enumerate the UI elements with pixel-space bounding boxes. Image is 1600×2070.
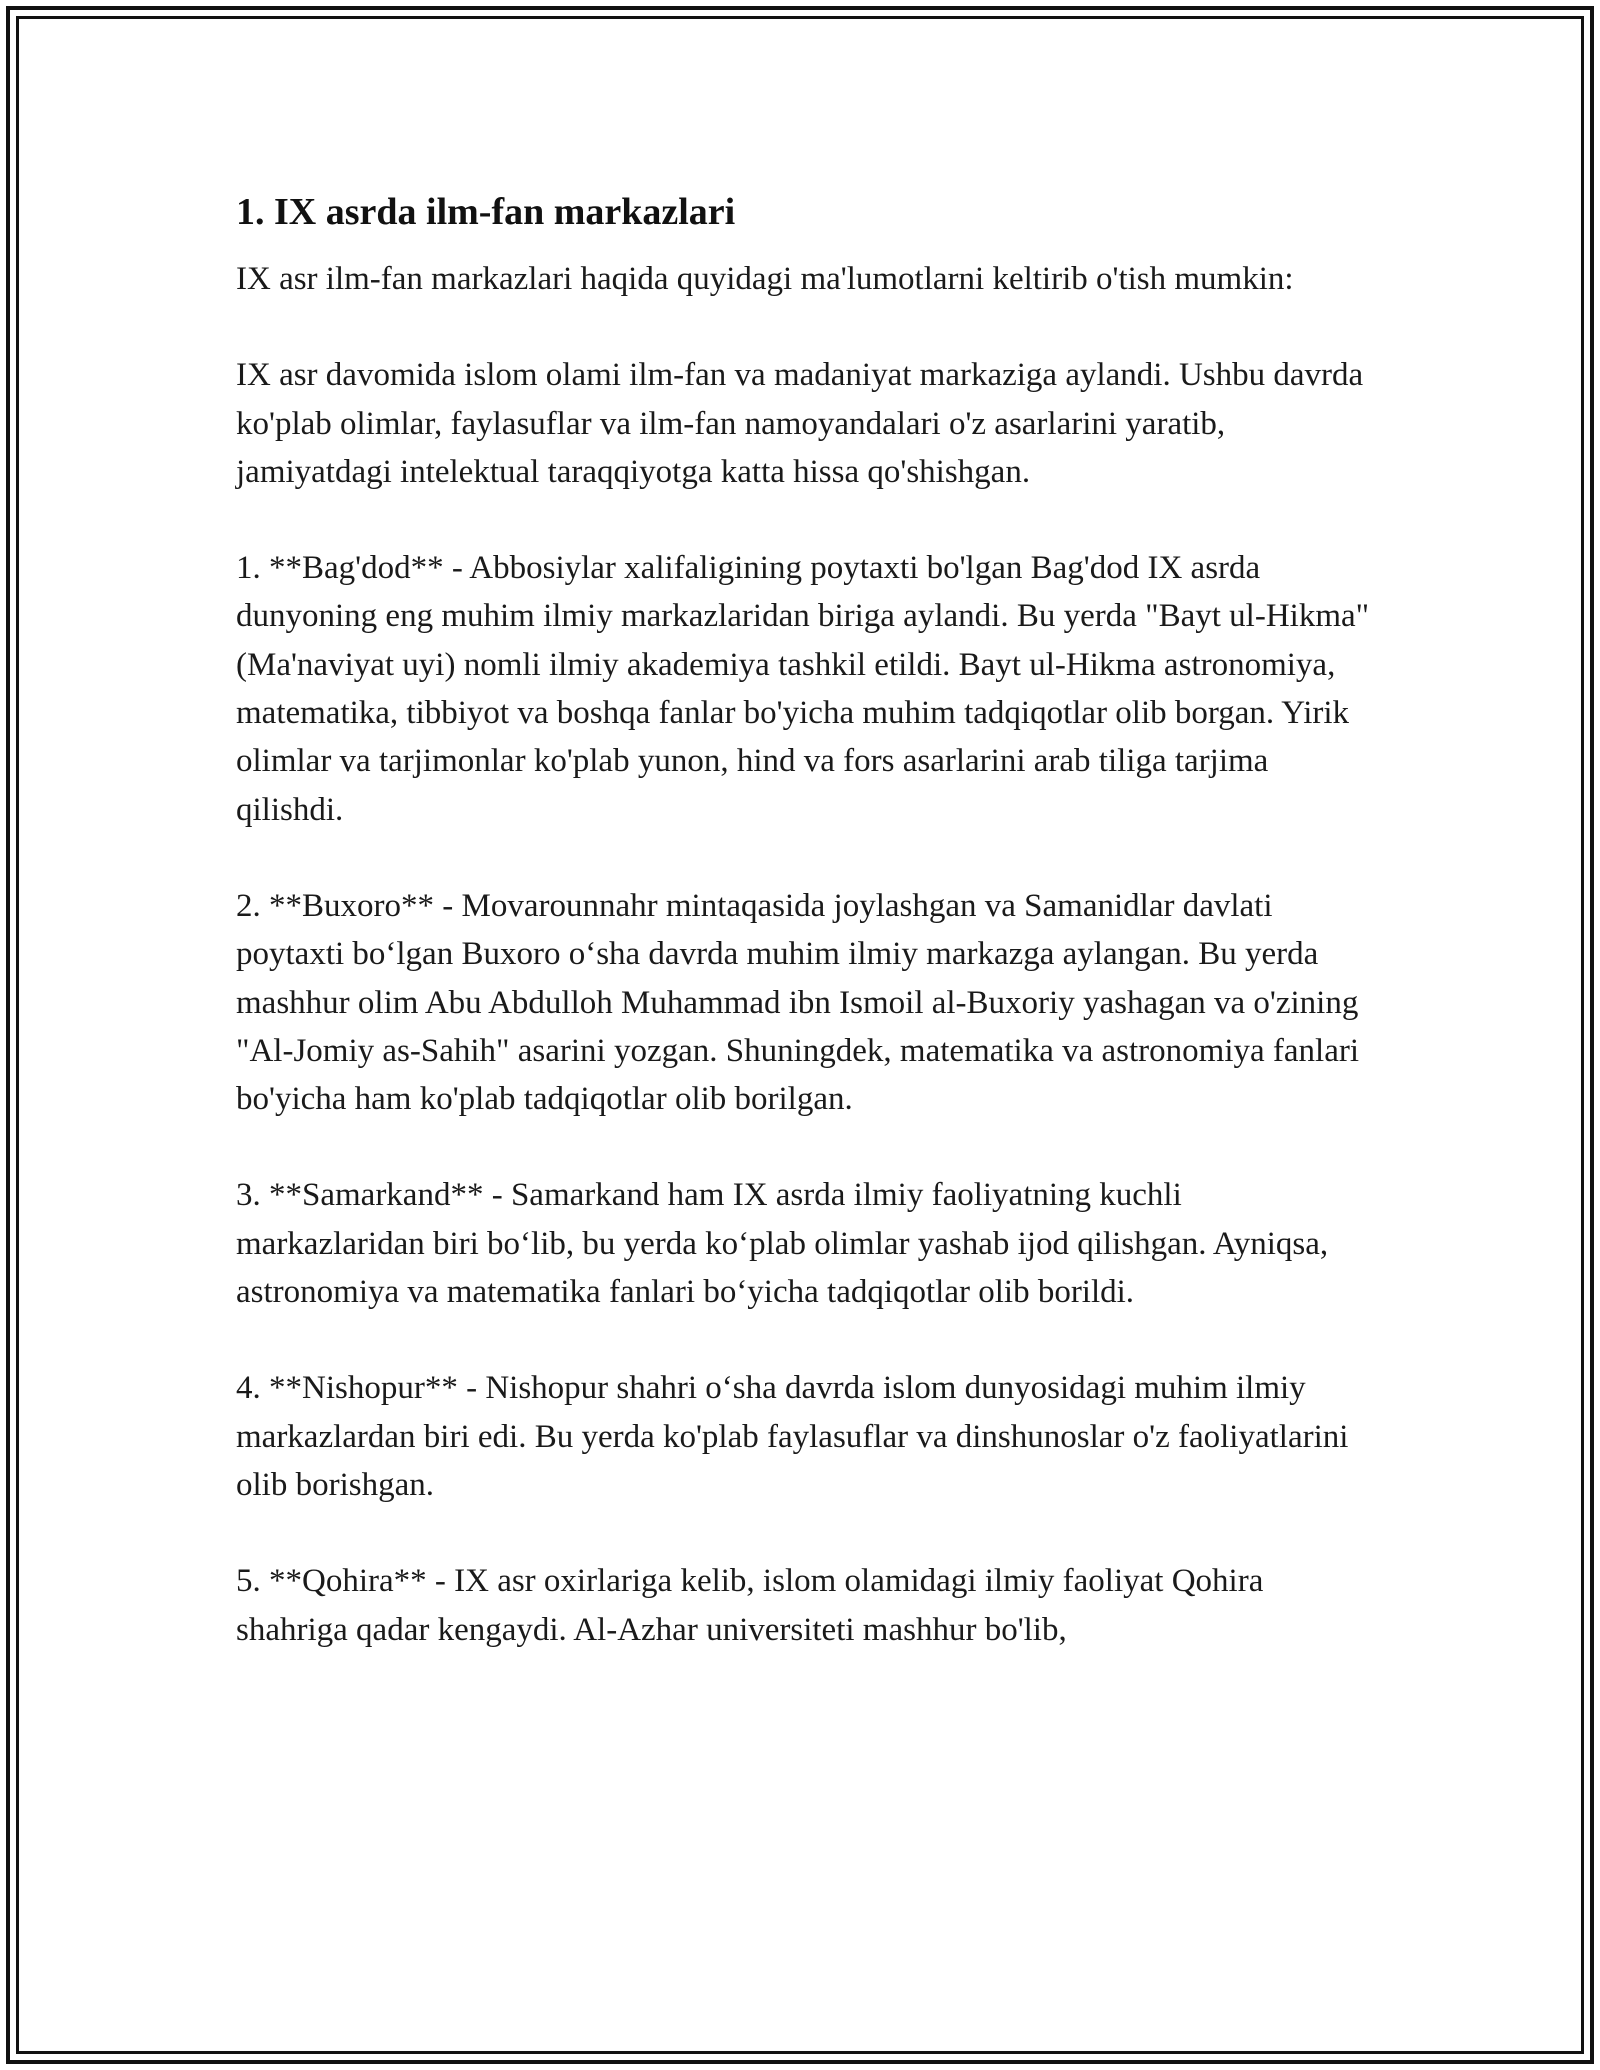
section-heading: 1. IX asrda ilm-fan markazlari (236, 191, 736, 233)
document-body (236, 188, 1376, 1702)
list-item-buxoro: 2. **Buxoro** - Movarounnahr mintaqasida joylashgan va Samanidlar davlati poytaxti bo‘lgan Buxoro o‘sha davrda muhim ilmiy markazga aylangan. Bu yerda mashhur olim Abu Abdulloh Muhammad ibn Ismoil al-Buxoriy yashagan va o'zining "Al-Jomiy as-Sahih" asarini yozgan. Shuningdek, matematika va astronomiya fanlari bo'yicha ham ko'plab tadqiqotlar olib borilgan. (236, 887, 1368, 1118)
list-item-samarkand: 3. **Samarkand** - Samarkand ham IX asrda ilmiy faoliyatning kuchli markazlaridan biri bo‘lib, bu yerda ko‘plab olimlar yashab ijod qilishgan. Ayniqsa, astronomiya va matematika fanlari bo‘yicha tadqiqotlar olib borildi. (236, 1177, 1337, 1311)
list-item-bagdod: 1. **Bag'dod** - Abbosiylar xalifaligining poytaxti bo'lgan Bag'dod IX asrda dunyoning eng muhim ilmiy markazlaridan biriga aylandi. Bu yerda "Bayt ul-Hikma" (Ma'naviyat uyi) nomli ilmiy akademiya tashkil etildi. Bayt ul-Hikma astronomiya, matematika, tibbiyot va boshqa fanlar bo'yicha muhim tadqiqotlar olib borgan. Yirik olimlar va tarjimonlar ko'plab yunon, hind va fors asarlarini arab tiliga tarjima qilishdi. (236, 550, 1378, 828)
list-item-nishopur: 4. **Nishopur** - Nishopur shahri o‘sha davrda islom dunyosidagi muhim ilmiy markazlardan biri edi. Bu yerda ko'plab faylasuflar va dinshunoslar o'z faoliyatlarini olib borishgan. (236, 1370, 1357, 1503)
intro-paragraph: IX asr ilm-fan markazlari haqida quyidagi ma'lumotlarni keltirib o'tish mumkin: (236, 261, 1294, 297)
overview-paragraph: IX asr davomida islom olami ilm-fan va madaniyat markaziga aylandi. Ushbu davrda ko'plab olimlar, faylasuflar va ilm-fan namoyandalari o'z asarlarini yaratib, jamiyatdagi intelektual taraqqiyotga katta hissa qo'shishgan. (236, 357, 1372, 490)
list-item-qohira: 5. **Qohira** - IX asr oxirlariga kelib, islom olamidagi ilmiy faoliyat Qohira shahriga qadar kengaydi. Al-Azhar universiteti mashhur bo'lib, (236, 1563, 1272, 1648)
